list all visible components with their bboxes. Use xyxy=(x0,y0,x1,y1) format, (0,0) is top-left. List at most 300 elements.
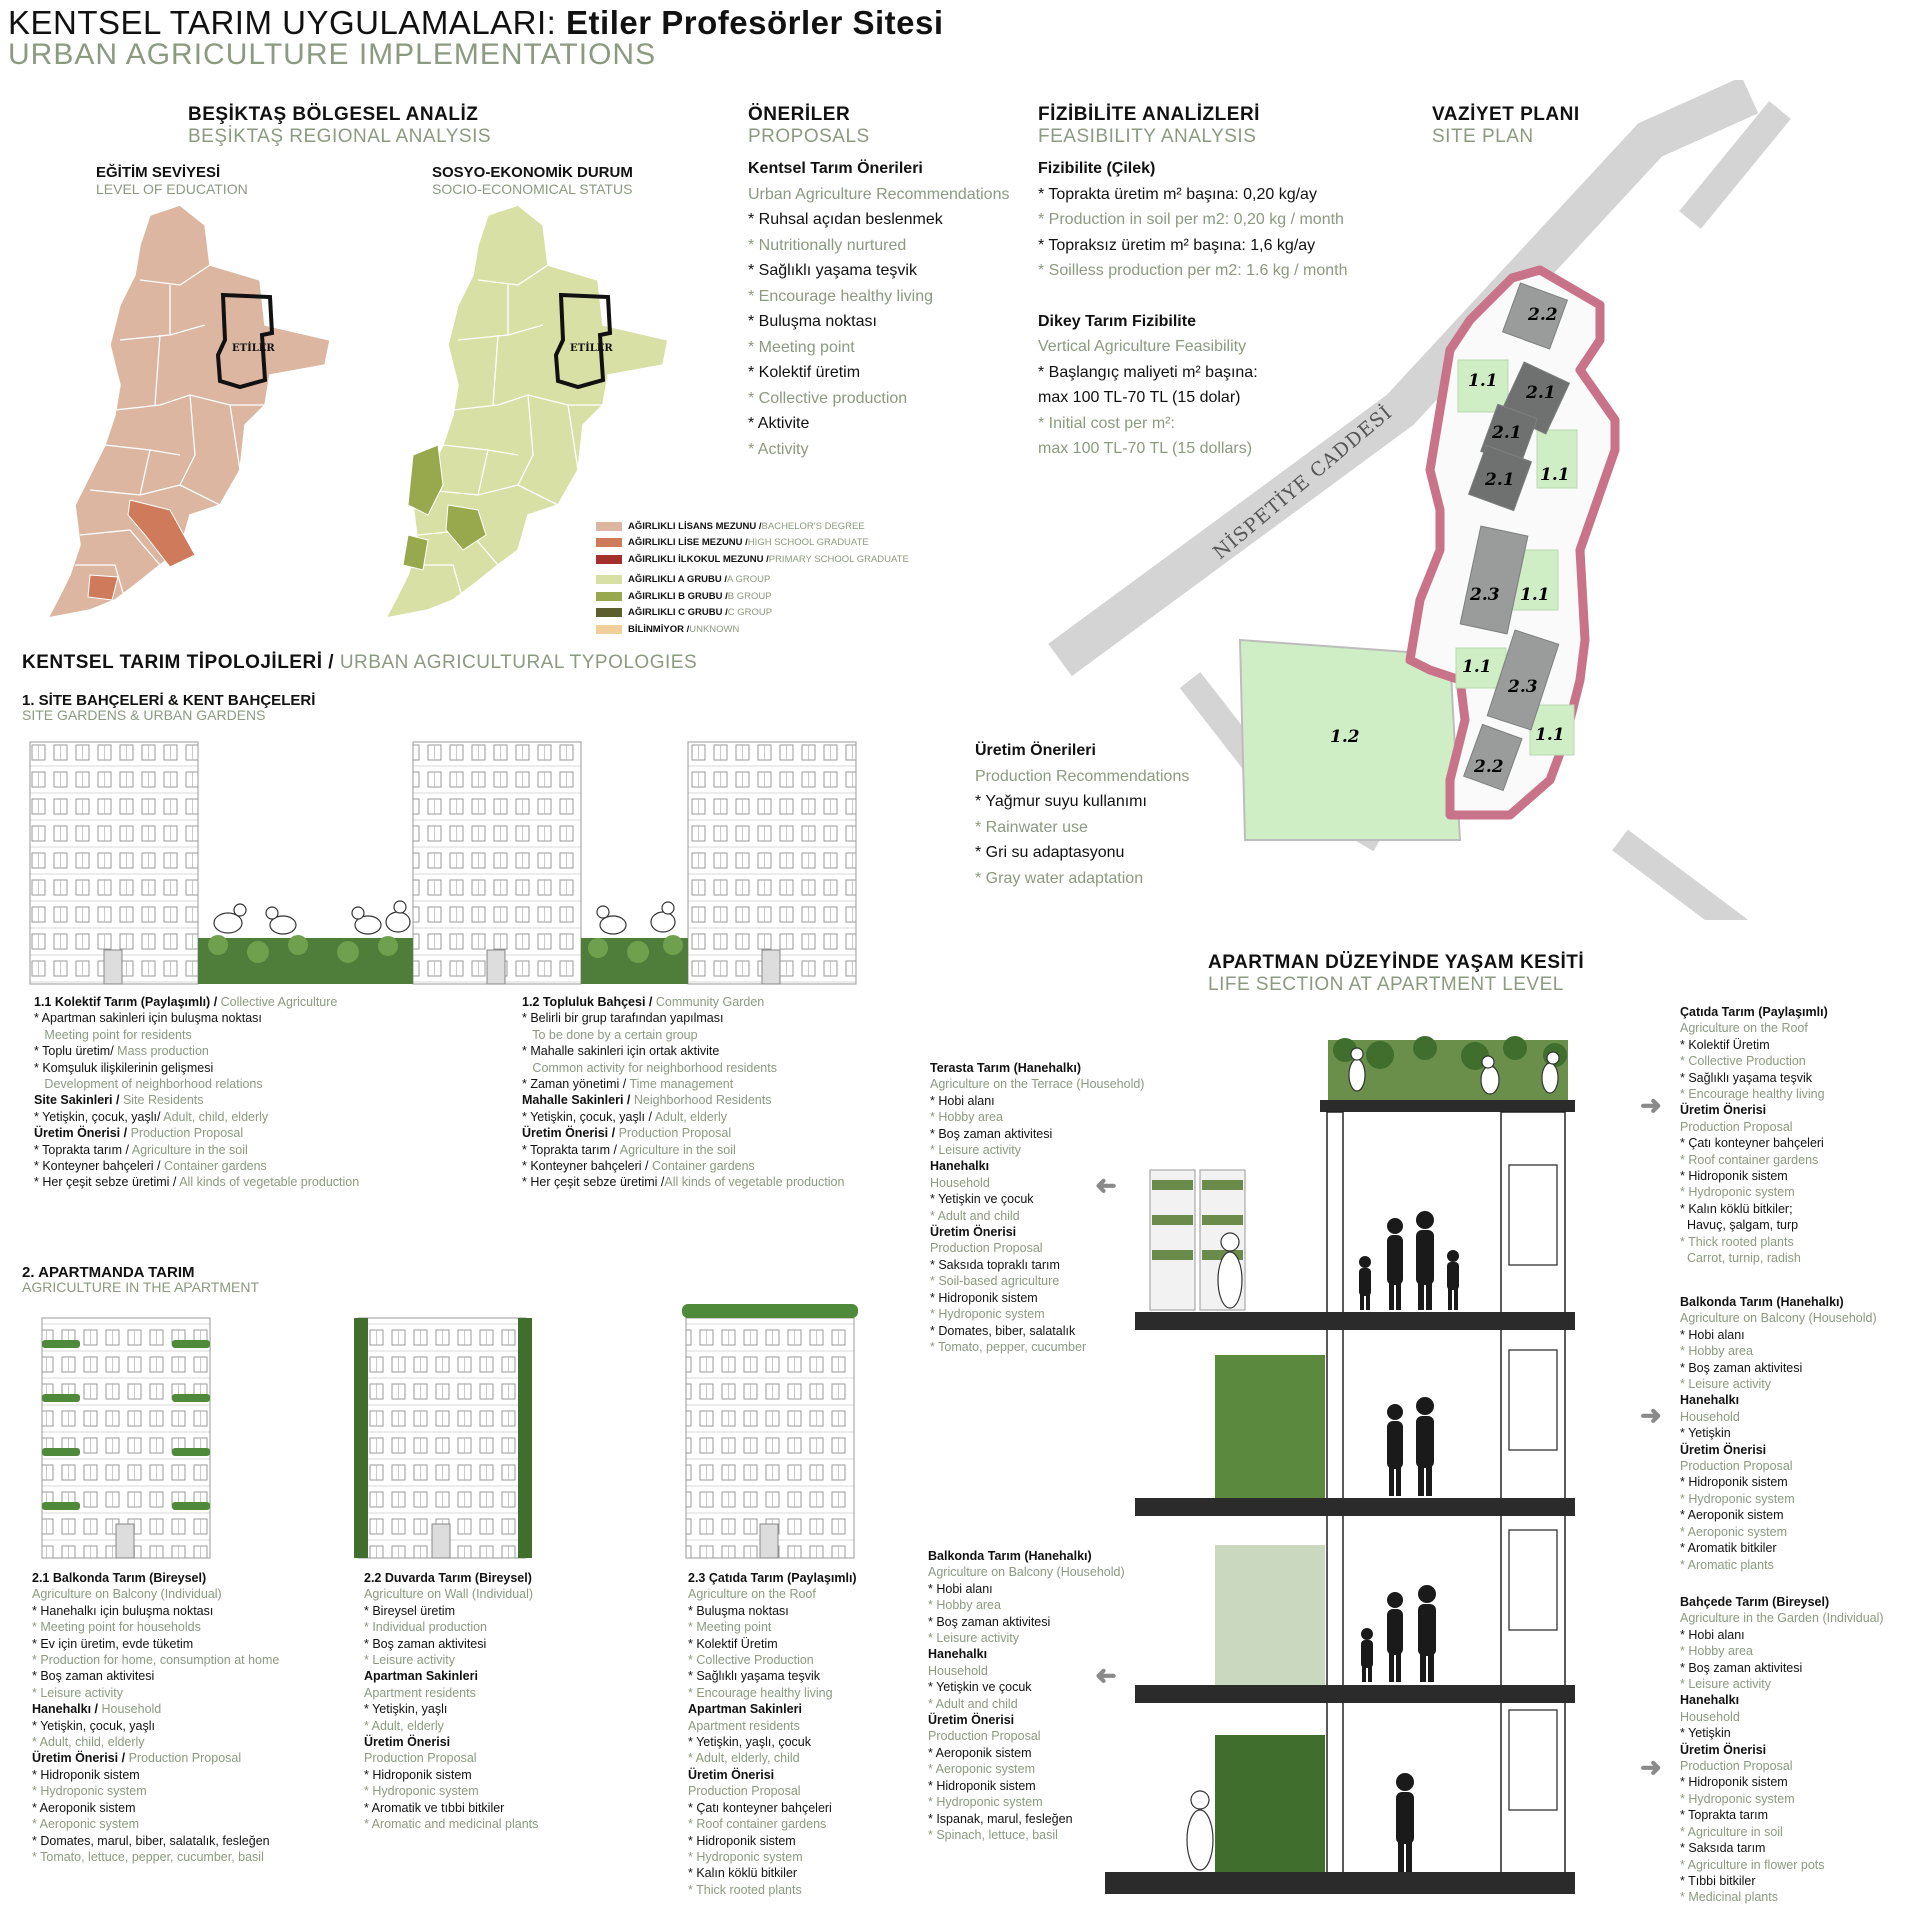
text-en: * Hydroponic system xyxy=(1680,1491,1795,1506)
site-label: 2.3 xyxy=(1508,677,1538,697)
text-tr: Balkonda Tarım (Hanehalkı) xyxy=(928,1549,1092,1563)
legend-label: AĞIRLIKLI LİSE MEZUNU / xyxy=(628,537,748,549)
text-tr: Çatıda Tarım (Paylaşımlı) xyxy=(1680,1005,1828,1019)
socio-title: SOSYO-EKONOMİK DURUM xyxy=(432,164,633,181)
text-tr: Üretim Önerisi / xyxy=(34,1126,131,1141)
text-en: Production Proposal xyxy=(1680,1759,1793,1774)
proposal-item: * Buluşma noktası xyxy=(748,313,877,330)
text-en: * Aeroponic system xyxy=(1680,1524,1787,1539)
text-tr: Havuç, şalgam, turp xyxy=(1680,1218,1799,1233)
text-tr: 2.1 Balkonda Tarım (Bireysel) xyxy=(32,1571,207,1585)
text-line xyxy=(34,1027,359,1043)
text-en: * Leisure activity xyxy=(928,1631,1020,1646)
typology-2-heading xyxy=(22,1264,259,1295)
proposal-item-en: * Collective production xyxy=(748,389,908,407)
text-tr: * Domates, biber, salatalık xyxy=(930,1323,1076,1338)
text-tr: * Yetişkin, çocuk, yaşlı / xyxy=(522,1109,655,1124)
roof-text xyxy=(1680,1004,1828,1267)
text-tr: * Her çeşit sebze üretimi / xyxy=(522,1175,665,1190)
socio-etiler-label: ETİLER xyxy=(570,343,613,354)
text-tr: * Mahalle sakinleri için ortak aktivite xyxy=(522,1044,720,1059)
text-line xyxy=(522,1174,844,1190)
proposals-head-en: Urban Agriculture Recommendations xyxy=(748,185,1010,203)
text-en: * Leisure activity xyxy=(32,1685,124,1700)
text-en: Container gardens xyxy=(651,1159,755,1174)
text-en: * Leisure activity xyxy=(1680,1377,1772,1392)
site-label: 2.2 xyxy=(1474,757,1504,777)
text-tr: 2.2 Duvarda Tarım (Bireysel) xyxy=(364,1571,532,1585)
legend-item xyxy=(596,518,909,535)
apartment-building xyxy=(30,742,198,984)
text-tr: * Aromatik ve tıbbi bitkiler xyxy=(364,1800,505,1815)
text-en: Household xyxy=(930,1175,990,1190)
text-en: * Meeting point xyxy=(688,1620,772,1635)
production-item: * Gri su adaptasyonu xyxy=(975,844,1125,861)
balcony-plants xyxy=(1215,1545,1325,1685)
text-en: Common activity for neighborhood residents xyxy=(522,1060,777,1075)
text-en: Adult, elderly xyxy=(654,1109,727,1124)
text-en: Production Proposal xyxy=(364,1751,477,1766)
text-tr: * Yetişkin, yaşlı, çocuk xyxy=(688,1735,811,1750)
text-en: * Hydroponic system xyxy=(364,1784,479,1799)
text-tr: Site Sakinleri / xyxy=(34,1093,123,1108)
arrow-left-icon: ➜ xyxy=(1095,1170,1117,1200)
text-tr: Üretim Önerisi xyxy=(1680,1103,1767,1118)
text-en: Agriculture on Balcony (Household) xyxy=(1680,1311,1877,1326)
legend-swatch xyxy=(596,608,622,617)
section-heading xyxy=(1208,952,1584,996)
text-en: Container gardens xyxy=(163,1159,267,1174)
text-tr: * Yetişkin ve çocuk xyxy=(928,1680,1032,1695)
regional-title-en: BEŞİKTAŞ REGIONAL ANALYSIS xyxy=(188,126,492,147)
feasibility-title: FİZİBİLİTE ANALİZLERİ xyxy=(1038,104,1260,125)
person-figure xyxy=(1218,1252,1242,1308)
education-map xyxy=(30,205,340,625)
apartment-building xyxy=(686,1318,854,1558)
text-tr: * Tıbbi bitkiler xyxy=(1680,1873,1756,1888)
title-tr-b: Etiler Profesörler Sitesi xyxy=(566,4,944,41)
proposals-title: ÖNERİLER xyxy=(748,104,851,125)
arrow-right-icon: ➜ xyxy=(1640,1090,1662,1120)
text-en: Development of neighborhood relations xyxy=(34,1077,263,1092)
text-en: * Adult, elderly xyxy=(364,1718,444,1733)
text-en: Time management xyxy=(629,1077,734,1092)
balcony-planter xyxy=(42,1448,80,1456)
text-en: * Leisure activity xyxy=(930,1143,1022,1158)
site-label: 1.2 xyxy=(1330,727,1360,747)
text-en: Agriculture on the Roof xyxy=(688,1587,816,1602)
balcony-left-text xyxy=(928,1548,1125,1843)
text-tr: * Zaman yönetimi / xyxy=(522,1077,630,1092)
legend-label: BİLİNMİYOR / xyxy=(628,623,690,635)
garden-text xyxy=(1680,1594,1884,1906)
text-tr: Apartman Sakinleri xyxy=(364,1669,478,1684)
feasibility-line: max 100 TL-70 TL (15 dolar) xyxy=(1038,389,1241,406)
proposals-block xyxy=(748,104,1009,462)
text-tr: * Konteyner bahçeleri / xyxy=(522,1159,652,1174)
text-tr: * Domates, marul, biber, salatalık, fesleğen xyxy=(32,1833,270,1848)
text-tr: Bahçede Tarım (Bireysel) xyxy=(1680,1595,1830,1609)
text-tr: * Kalın köklü bitkiler; xyxy=(1680,1201,1793,1216)
text-en: Agriculture in the soil xyxy=(131,1142,248,1157)
text-en: Apartment residents xyxy=(688,1718,800,1733)
text-en: Household xyxy=(928,1663,988,1678)
text-en: * Hobby area xyxy=(930,1110,1003,1125)
text-en: Community Garden xyxy=(655,995,765,1009)
balcony-planter xyxy=(42,1502,80,1510)
text-tr: * Yetişkin, çocuk, yaşlı/ xyxy=(34,1109,164,1124)
text-line xyxy=(34,1010,359,1026)
text-en: * Production for home, consumption at home xyxy=(32,1653,280,1668)
legend-swatch xyxy=(596,555,622,564)
legend-label-en: B GROUP xyxy=(727,590,772,602)
text-en: Agriculture in the Garden (Individual) xyxy=(1680,1611,1884,1626)
siteplan-title: VAZİYET PLANI xyxy=(1432,104,1580,125)
text-tr: * Hobi alanı xyxy=(1680,1327,1745,1342)
site-garden-illustration xyxy=(28,740,858,990)
text-tr: * Yetişkin, yaşlı xyxy=(364,1702,448,1717)
balcony-plants xyxy=(1215,1355,1325,1498)
section-title-en: LIFE SECTION AT APARTMENT LEVEL xyxy=(1208,974,1564,995)
feasibility-title-en: FEASIBILITY ANALYSIS xyxy=(1038,126,1257,147)
feasibility-line: * Başlangıç maliyeti m² başına: xyxy=(1038,363,1258,381)
balcony-planter xyxy=(42,1394,80,1402)
legend-label-en: A GROUP xyxy=(727,574,771,586)
text-tr: * Yetişkin, çocuk, yaşlı xyxy=(32,1718,155,1733)
text-tr: * Toplu üretim/ xyxy=(34,1044,118,1059)
feasibility-line: * Topraksız üretim m² başına: 1,6 kg/ay xyxy=(1038,236,1316,254)
text-en: * Agriculture in soil xyxy=(1680,1824,1783,1839)
text-tr: Mahalle Sakinleri / xyxy=(522,1093,634,1108)
text-en: * Adult, child, elderly xyxy=(32,1735,145,1750)
production-item: * Yağmur suyu kullanımı xyxy=(975,793,1147,810)
text-tr: * Sağlıklı yaşama teşvik xyxy=(688,1669,820,1684)
text-en: Agriculture on the Roof xyxy=(1680,1021,1808,1036)
text-tr: * Ev için üretim, evde tüketim xyxy=(32,1636,194,1651)
apartment-building xyxy=(688,742,856,984)
text-en: * Agriculture in flower pots xyxy=(1680,1857,1825,1872)
production-block xyxy=(975,738,1189,891)
edu-title-en: LEVEL OF EDUCATION xyxy=(96,181,248,197)
production-item-en: * Rainwater use xyxy=(975,818,1088,836)
text-tr: * Boş zaman aktivitesi xyxy=(364,1636,487,1651)
text-line xyxy=(34,1092,359,1108)
text-en: Agriculture in the soil xyxy=(619,1142,736,1157)
text-tr: Hanehalkı xyxy=(1680,1393,1740,1408)
typology-1-title: 1. SİTE BAHÇELERİ & KENT BAHÇELERİ xyxy=(22,692,316,709)
text-en: Production Proposal xyxy=(930,1241,1043,1256)
text-tr: * Hobi alanı xyxy=(1680,1627,1745,1642)
text-line xyxy=(522,1010,844,1026)
text-en: Production Proposal xyxy=(928,1729,1041,1744)
balcony-planter xyxy=(172,1394,210,1402)
green-wall xyxy=(518,1318,532,1558)
text-line xyxy=(522,1027,844,1043)
text-en: * Roof container gardens xyxy=(688,1817,827,1832)
site-label: 2.1 xyxy=(1485,470,1515,490)
person-silhouette xyxy=(1396,1773,1414,1872)
site-label: 2.1 xyxy=(1526,383,1556,403)
text-tr: * Belirli bir grup tarafından yapılması xyxy=(522,1011,724,1026)
legend-swatch xyxy=(596,522,622,531)
balcony-planter xyxy=(172,1502,210,1510)
text-tr: * Bireysel üretim xyxy=(364,1603,455,1618)
legend-label: AĞIRLIKLI İLKOKUL MEZUNU / xyxy=(628,553,769,565)
text-tr: * Aeroponik sistem xyxy=(928,1745,1032,1760)
text-tr: * Toprakta tarım xyxy=(1680,1808,1769,1823)
proposal-item: * Kolektif üretim xyxy=(748,364,861,381)
legend-label-en: C GROUP xyxy=(727,607,773,619)
text-en: * Leisure activity xyxy=(1680,1677,1772,1692)
text-en: * Meeting point for households xyxy=(32,1620,201,1635)
proposal-item: * Aktivite xyxy=(748,415,810,432)
text-line xyxy=(34,1174,359,1190)
text-en: All kinds of vegetable production xyxy=(179,1175,360,1190)
map-legend xyxy=(596,518,909,638)
text-line xyxy=(522,1060,844,1076)
production-head-en: Production Recommendations xyxy=(975,767,1190,785)
text-tr: * Konteyner bahçeleri / xyxy=(34,1159,164,1174)
text-tr: * Komşuluk ilişkilerinin gelişmesi xyxy=(34,1060,214,1075)
window xyxy=(1509,1530,1557,1630)
balcony-right-text xyxy=(1680,1294,1877,1573)
text-tr: * Her çeşit sebze üretimi / xyxy=(34,1175,180,1190)
life-section-drawing xyxy=(1095,1030,1665,1908)
site-label: 1.1 xyxy=(1468,371,1498,391)
text-en: Household xyxy=(1680,1409,1740,1424)
text-en: * Collective Production xyxy=(688,1653,814,1668)
text-en: * Medicinal plants xyxy=(1680,1890,1778,1905)
text-tr: Hanehalkı xyxy=(1680,1693,1740,1708)
legend-swatch xyxy=(596,625,622,634)
legend-label: AĞIRLIKLI A GRUBU / xyxy=(628,574,728,586)
legend-item xyxy=(596,605,909,622)
text-tr: * Saksıda topraklı tarım xyxy=(930,1257,1060,1272)
apartment-building xyxy=(413,742,581,984)
text-tr: Üretim Önerisi xyxy=(930,1225,1017,1240)
text-en: * Soil-based agriculture xyxy=(930,1274,1060,1289)
feasibility-line-en: * Initial cost per m²: xyxy=(1038,414,1175,432)
text-tr: * Toprakta tarım / xyxy=(34,1142,132,1157)
text-line xyxy=(522,1092,844,1108)
text-en: * Roof container gardens xyxy=(1680,1152,1819,1167)
text-en: * Encourage healthy living xyxy=(688,1685,833,1700)
feasibility-head2-en: Vertical Agriculture Feasibility xyxy=(1038,338,1247,355)
text-en: * Aromatic plants xyxy=(1680,1557,1774,1572)
text-tr: * Yetişkin ve çocuk xyxy=(930,1192,1034,1207)
typologies-title: KENTSEL TARIM TİPOLOJİLERİ / xyxy=(22,652,340,673)
text-en: * Hydroponic system xyxy=(930,1307,1045,1322)
text-tr: * Boş zaman aktivitesi xyxy=(930,1126,1053,1141)
arrow-right-icon: ➜ xyxy=(1640,1752,1662,1782)
balcony-planter xyxy=(172,1448,210,1456)
typologies-heading xyxy=(22,652,697,674)
green-wall xyxy=(354,1318,368,1558)
arrow-left-icon: ➜ xyxy=(1095,1660,1117,1690)
gardener-figure xyxy=(651,912,675,932)
edu-heading xyxy=(96,164,248,197)
text-line xyxy=(34,994,359,1010)
legend-swatch xyxy=(596,592,622,601)
text-en: * Hydroponic system xyxy=(32,1784,147,1799)
feasibility-line-en: max 100 TL-70 TL (15 dollars) xyxy=(1038,440,1253,457)
text-line xyxy=(522,1158,844,1174)
text-en: * Hydroponic system xyxy=(1680,1185,1795,1200)
text-tr: * Hidroponik sistem xyxy=(688,1833,796,1848)
text-tr: Üretim Önerisi xyxy=(364,1735,451,1750)
socio-heading xyxy=(432,164,633,197)
text-en: * Collective Production xyxy=(1680,1054,1806,1069)
floor-slab xyxy=(1135,1312,1575,1330)
text-en: Agriculture on Balcony (Household) xyxy=(928,1565,1125,1580)
text-line xyxy=(522,1125,844,1141)
text-en: Production Proposal xyxy=(128,1751,242,1766)
text-en: Agriculture on Wall (Individual) xyxy=(364,1587,534,1602)
text-en: Production Proposal xyxy=(1680,1119,1793,1134)
feasibility-head2: Dikey Tarım Fizibilite xyxy=(1038,312,1196,330)
arrow-right-icon: ➜ xyxy=(1640,1400,1662,1430)
text-en: * Tomato, lettuce, pepper, cucumber, basil xyxy=(32,1849,264,1864)
text-en: Agriculture on the Terrace (Household) xyxy=(930,1077,1145,1092)
text-line xyxy=(522,994,844,1010)
siteplan-heading xyxy=(1432,104,1580,148)
text-en: Apartment residents xyxy=(364,1685,476,1700)
text-tr: * Boş zaman aktivitesi xyxy=(1680,1660,1803,1675)
text-tr: * Buluşma noktası xyxy=(688,1603,789,1618)
balcony-planter xyxy=(172,1340,210,1348)
proposal-item-en: * Meeting point xyxy=(748,338,855,356)
regional-title: BEŞİKTAŞ BÖLGESEL ANALİZ xyxy=(188,104,479,125)
site-label: 1.1 xyxy=(1540,465,1570,485)
text-en: Production Proposal xyxy=(1680,1459,1793,1474)
feasibility-line-en: * Soilless production per m2: 1.6 kg / month xyxy=(1038,262,1348,279)
text-tr: * Aeroponik sistem xyxy=(1680,1508,1784,1523)
typology-2-3-text xyxy=(688,1570,857,1898)
typology-1-1-text xyxy=(34,994,359,1191)
text-tr: * Çatı konteyner bahçeleri xyxy=(688,1800,832,1815)
text-tr: Üretim Önerisi xyxy=(1680,1742,1767,1757)
text-line xyxy=(522,1142,844,1158)
site-label: 2.3 xyxy=(1470,585,1500,605)
text-line xyxy=(522,1043,844,1059)
text-en: * Hydroponic system xyxy=(688,1849,803,1864)
title-en: URBAN AGRICULTURE IMPLEMENTATIONS xyxy=(8,38,657,71)
text-tr: Üretim Önerisi xyxy=(688,1767,775,1782)
proposals-title-en: PROPOSALS xyxy=(748,126,870,147)
apartment-building xyxy=(42,1318,210,1558)
family-silhouette xyxy=(1361,1585,1436,1682)
site-label: 2.2 xyxy=(1528,305,1558,325)
legend-swatch xyxy=(596,575,622,584)
legend-item xyxy=(596,588,909,605)
legend-label: AĞIRLIKLI C GRUBU / xyxy=(628,607,728,619)
text-tr: * Hidroponik sistem xyxy=(1680,1475,1788,1490)
text-tr: * Kalın köklü bitkiler xyxy=(688,1866,798,1881)
text-tr: 1.1 Kolektif Tarım (Paylaşımlı) / xyxy=(34,995,221,1009)
text-en: Household xyxy=(1680,1709,1740,1724)
garden-green-wall xyxy=(1215,1735,1325,1872)
text-tr: * Boş zaman aktivitesi xyxy=(1680,1360,1803,1375)
typologies-title-en: URBAN AGRICULTURAL TYPOLOGIES xyxy=(339,652,698,673)
terrace-text xyxy=(930,1060,1144,1355)
legend-label-en: UNKNOWN xyxy=(689,623,740,635)
text-tr: * Saksıda tarım xyxy=(1680,1841,1766,1856)
text-en: * Tomato, pepper, cucumber xyxy=(930,1339,1087,1354)
proposal-item-en: * Nutritionally nurtured xyxy=(748,236,907,254)
text-en: * Hydroponic system xyxy=(1680,1791,1795,1806)
text-line xyxy=(34,1043,359,1059)
feasibility-line: * Toprakta üretim m² başına: 0,20 kg/ay xyxy=(1038,185,1317,203)
text-en: Production Proposal xyxy=(618,1126,732,1141)
text-tr: Hanehalkı xyxy=(928,1647,988,1662)
text-tr: * Boş zaman aktivitesi xyxy=(928,1614,1051,1629)
text-tr: * Aromatik bitkiler xyxy=(1680,1541,1777,1556)
text-tr: * Hidroponik sistem xyxy=(1680,1775,1788,1790)
ground-slab xyxy=(1105,1872,1575,1894)
person-figure xyxy=(1187,1810,1213,1870)
edu-etiler-label: ETİLER xyxy=(232,343,275,354)
text-tr: 2.3 Çatıda Tarım (Paylaşımlı) xyxy=(688,1571,857,1585)
regional-heading xyxy=(188,104,491,148)
text-tr: Üretim Önerisi xyxy=(1680,1442,1767,1457)
typology-1-heading xyxy=(22,692,315,723)
text-en: Household xyxy=(101,1702,162,1717)
text-tr: * Hanehalkı için buluşma noktası xyxy=(32,1603,214,1618)
text-line xyxy=(34,1109,359,1125)
text-en: * Individual production xyxy=(364,1620,487,1635)
window xyxy=(1509,1350,1557,1450)
typology-2-1-text xyxy=(32,1570,279,1865)
legend-label: AĞIRLIKLI B GRUBU / xyxy=(628,590,728,602)
text-tr: * Apartman sakinleri için buluşma noktası xyxy=(34,1011,262,1026)
typology-2-title-en: AGRICULTURE IN THE APARTMENT xyxy=(22,1279,259,1295)
text-tr: * Kolektif Üretim xyxy=(688,1636,778,1651)
balcony-planter xyxy=(42,1340,80,1348)
text-tr: * Hidroponik sistem xyxy=(364,1767,472,1782)
legend-label-en: BACHELOR'S DEGREE xyxy=(761,520,865,532)
text-tr: Hanehalkı xyxy=(930,1159,990,1174)
proposal-item: * Sağlıklı yaşama teşvik xyxy=(748,262,917,279)
roof-garden xyxy=(682,1304,858,1318)
text-en: * Adult and child xyxy=(928,1696,1018,1711)
text-en: Agriculture on Balcony (Individual) xyxy=(32,1587,222,1602)
site-label: 1.1 xyxy=(1520,585,1550,605)
text-tr: Terasta Tarım (Hanehalkı) xyxy=(930,1061,1081,1075)
site-label: 2.1 xyxy=(1492,423,1522,443)
text-line xyxy=(34,1158,359,1174)
edu-title: EĞİTİM SEVİYESİ xyxy=(96,164,221,181)
text-en: To be done by a certain group xyxy=(522,1027,698,1042)
proposal-item: * Ruhsal açıdan beslenmek xyxy=(748,211,943,228)
text-en: Collective Agriculture xyxy=(220,995,338,1009)
typology-2-2-text xyxy=(364,1570,538,1833)
text-en: Mass production xyxy=(117,1044,209,1059)
family-silhouette xyxy=(1359,1211,1459,1310)
text-en: * Adult, elderly, child xyxy=(688,1751,800,1766)
text-en: * Aeroponic system xyxy=(928,1762,1035,1777)
text-tr: * Boş zaman aktivitesi xyxy=(32,1669,155,1684)
text-tr: * Yetişkin xyxy=(1680,1726,1731,1741)
text-tr: * Ispanak, marul, fesleğen xyxy=(928,1811,1073,1826)
text-tr: * Çatı konteyner bahçeleri xyxy=(1680,1136,1824,1151)
street-name: NİSPETİYE CADDESİ xyxy=(1209,401,1397,564)
text-en: Production Proposal xyxy=(688,1784,801,1799)
text-tr: * Toprakta tarım / xyxy=(522,1142,620,1157)
text-en: Adult, child, elderly xyxy=(163,1109,269,1124)
text-tr: Üretim Önerisi xyxy=(928,1713,1015,1728)
floor-slab xyxy=(1135,1685,1575,1703)
text-line xyxy=(32,1750,279,1766)
